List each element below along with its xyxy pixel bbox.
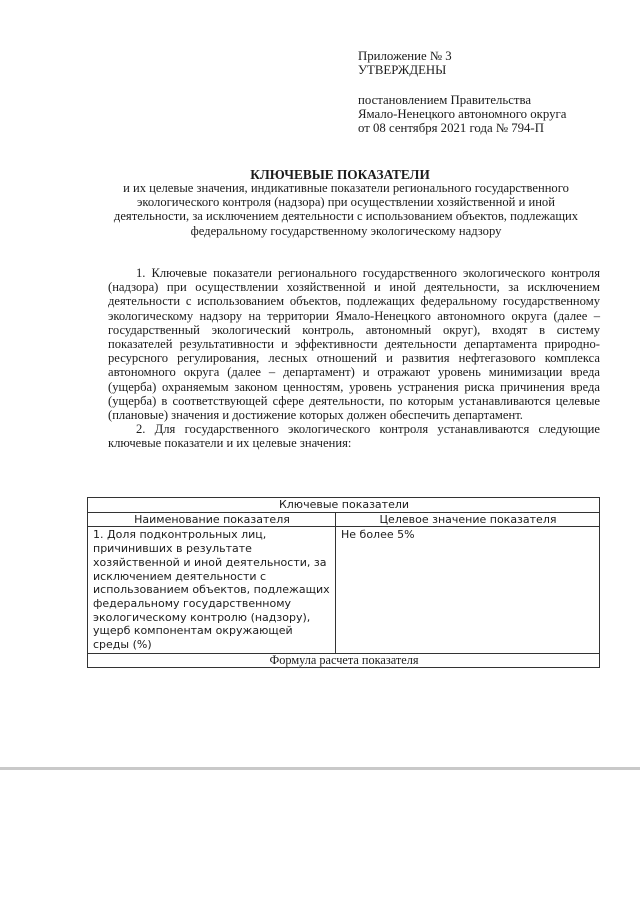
table-row <box>88 527 600 653</box>
formula-header: Формула расчета показателя <box>88 653 600 668</box>
document-subtitle: и их целевые значения, индикативные показатели регионального государственного экологического контроля (надзора) при осуществлении хозяйственной и иной деятельности, за исключением деятельности с использованием объектов, подлежащих федеральному государственному экологическому надзору <box>113 181 579 238</box>
key-indicators-table <box>87 497 600 668</box>
indicator-target-cell: Не более 5% <box>336 527 600 653</box>
paragraph-2: 2. Для государственного экологического контроля устанавливаются следующие ключевые показатели и их целевые значения: <box>108 422 600 451</box>
column-header-name: Наименование показателя <box>88 512 336 527</box>
document-body <box>108 266 600 451</box>
paragraph-1: 1. Ключевые показатели регионального государственного экологического контроля (надзора) при осуществлении хозяйственной и иной деятельности, за исключением деятельности с использованием объектов, подлежащих федеральному государственному экологическому надзору на территории Ямало-Ненецкого автономного округа (далее – государственный экологический контроль, автономный округ), входят в систему показателей результативности и эффективности деятельности департамента природно-ресурсного регулирования, лесных отношений и развития нефтегазового комплекса автономного округа (далее – департамент) и отражают уровень минимизации вреда (ущерба) охраняемым законом ценностям, уровень устранения риска причинения вреда (ущерба) в соответствующей сфере деятельности, по которым устанавливаются целевые (плановые) значения и достижение которых должен обеспечить департамент. <box>108 266 600 423</box>
approval-header <box>358 49 566 135</box>
column-header-target: Целевое значение показателя <box>336 512 600 527</box>
decree-line-1: постановлением Правительства <box>358 93 532 107</box>
blank-area-below-page <box>0 773 640 905</box>
decree-line-3: от 08 сентября 2021 года № 794-П <box>358 121 544 135</box>
decree-line-2: Ямало-Ненецкого автономного округа <box>358 107 567 121</box>
appendix-number: Приложение № 3 <box>358 49 452 63</box>
document-title: КЛЮЧЕВЫЕ ПОКАЗАТЕЛИ <box>250 167 430 182</box>
indicator-name-cell: 1. Доля подконтрольных лиц, причинивших в результате хозяйственной и иной деятельности, за исключением деятельности с использованием объектов, подлежащих федеральному государственному экологическому контролю (надзору), ущерб компонентам окружающей среды (%) <box>88 527 336 653</box>
table-caption: Ключевые показатели <box>88 498 600 513</box>
approved-label: УТВЕРЖДЕНЫ <box>358 63 447 77</box>
